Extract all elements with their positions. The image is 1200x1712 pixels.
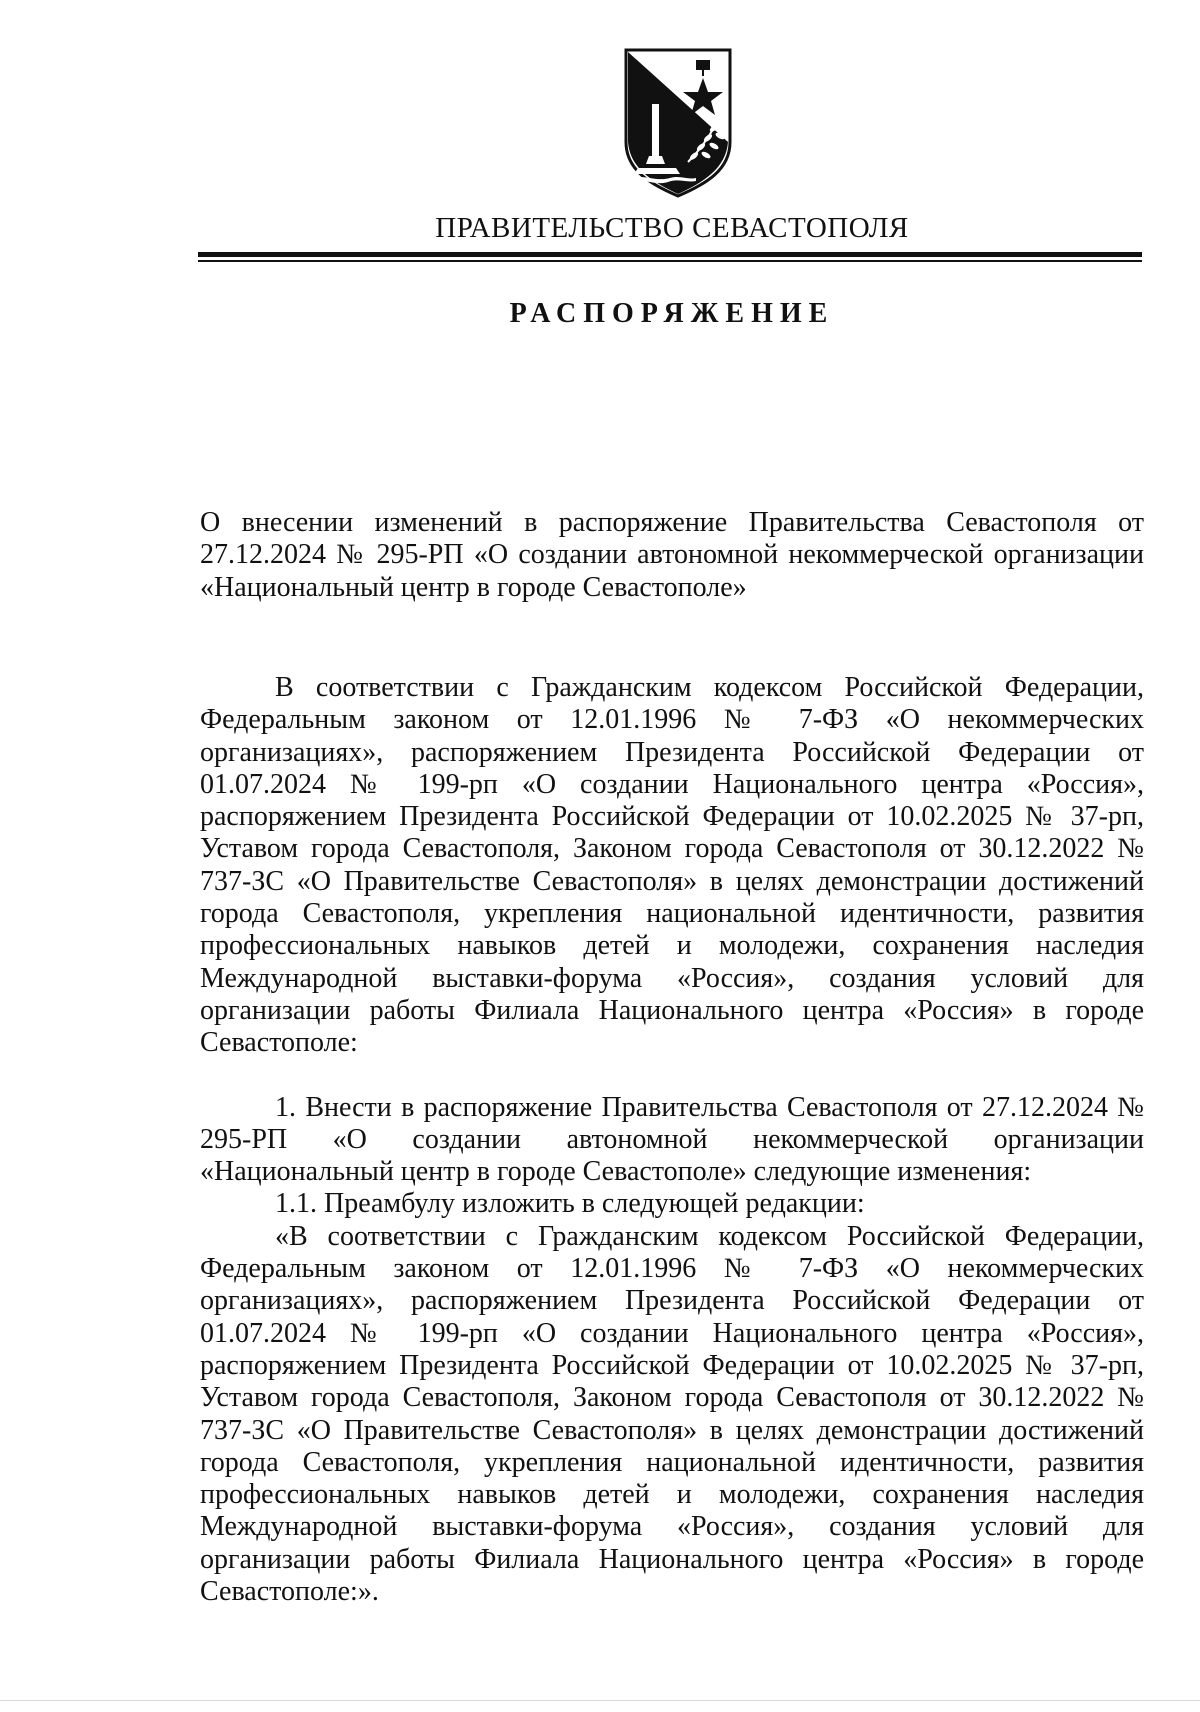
document-type-title: РАСПОРЯЖЕНИЕ xyxy=(509,298,835,329)
page-bottom-edge xyxy=(0,1700,1200,1701)
preamble-paragraph: В соответствии с Гражданским кодексом Российской Федерации, Федеральным законом от 12.01.1996 № 7-ФЗ «О некоммерческих организациях», распоряжением Президента Российской Федерации от 01.07.2024 № 199-рп «О создании Национального центра «Россия», распоряжением Президента Российской Федерации от 10.02.2025 № 37-рп, Уставом города Севастополя, Законом города Севастополя от 30.12.2022 № 737-ЗС «О Правительстве Севастополя» в целях демонстрации достижений города Севастополя, укрепления национальной идентичности, развития профессиональных навыков детей и молодежи, сохранения наследия Международной выставки-форума «Россия», создания условий для организации работы Филиала Национального центра «Россия» в городе Севастополе: xyxy=(200,672,1144,1059)
header-divider-thin xyxy=(198,260,1142,262)
document-subject: О внесении изменений в распоряжение Правительства Севастополя от 27.12.2024 № 295-РП «О создании автономной некоммерческой организации «Национальный центр в городе Севастополе» xyxy=(200,507,1144,603)
government-name: ПРАВИТЕЛЬСТВО СЕВАСТОПОЛЯ xyxy=(435,212,909,244)
item-1-1-paragraph: 1.1. Преамбулу изложить в следующей редакции: xyxy=(275,1188,865,1220)
sevastopol-coat-of-arms-icon xyxy=(622,46,734,200)
item-1-paragraph: 1. Внести в распоряжение Правительства Севастополя от 27.12.2024 № 295-РП «О создании автономной некоммерческой организации «Национальный центр в городе Севастополе» следующие изменения: xyxy=(200,1091,1144,1188)
item-1-1-text-paragraph: «В соответствии с Гражданским кодексом Российской Федерации, Федеральным законом от 12.01.1996 № 7-ФЗ «О некоммерческих организациях», распоряжением Президента Российской Федерации от 01.07.2024 № 199-рп «О создании Национального центра «Россия», распоряжением Президента Российской Федерации от 10.02.2025 № 37-рп, Уставом города Севастополя, Законом города Севастополя от 30.12.2022 № 737-ЗС «О Правительстве Севастополя» в целях демонстрации достижений города Севастополя, укрепления национальной идентичности, развития профессиональных навыков детей и молодежи, сохранения наследия Международной выставки-форума «Россия», создания условий для организации работы Филиала Национального центра «Россия» в городе Севастополе:». xyxy=(200,1220,1144,1608)
header-divider-thick xyxy=(198,252,1142,257)
document-body xyxy=(200,672,1144,1608)
